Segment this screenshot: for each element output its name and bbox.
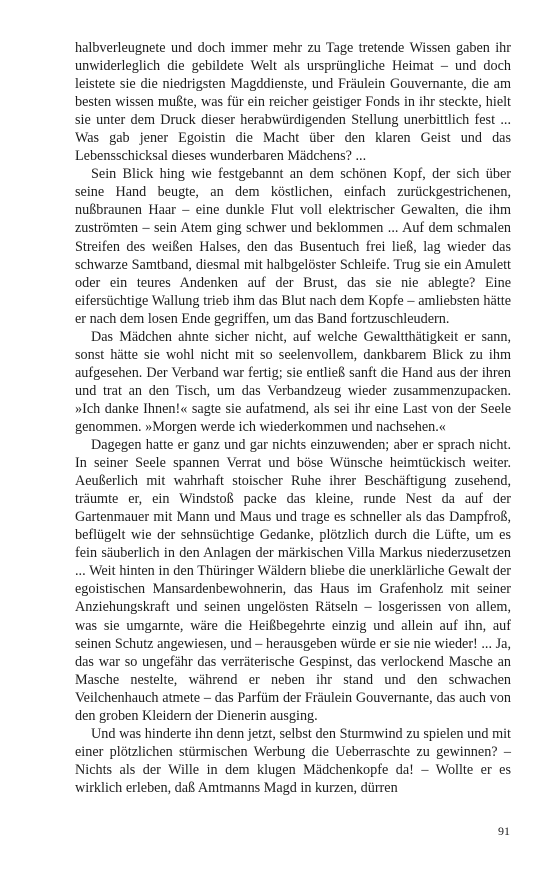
book-page-body <box>75 39 511 797</box>
paragraph-continuation: halbverleugnete und doch immer mehr zu Tage tretende Wissen gaben ihr unwiderleglich die gebildete Welt als ursprüngliche Heimat – und doch leistete sie die niedrigsten Magddienste, und Fräulein Gouvernante, die am besten wissen mußte, was für ein reicher geistiger Fonds in ihr steckte, hielt sie unter dem Druck dieser herabwürdigenden Stellung unerbittlich fest ... Was gab jener Egoistin die Macht über den klaren Geist und das Lebensschicksal dieses wunderbaren Mädchens? ... <box>75 40 511 165</box>
paragraph: Dagegen hatte er ganz und gar nichts einzuwenden; aber er sprach nicht. In seiner Seele spannen Verrat und böse Wünsche heimtückisch weiter. Aeußerlich mit wahrhaft stoischer Ruhe ihrer Beschäftigung zusehend, träumte er, ein Windstoß packe das kleine, runde Nest da auf der Gartenmauer mit Mann und Maus und trage es schneller als das Dampfroß, beflügelt wie der sehnsüchtige Gedanke, plötzlich durch die Lüfte, um es fein säuberlich in den Anlagen der märkischen Villa Markus niederzusetzen ... Weit hinten in den Thüringer Wäldern bliebe die unerklärliche Gewalt der egoistischen Mansardenbewohnerin, das Haus im Grafenholz mit seiner Anziehungskraft und seinen ungelösten Rätseln – losgerissen von allem, was sie umgarnte, wäre die Heißbegehrte einzig und allein auf ihn, auf seinen Schutz angewiesen, und – herausgeben würde er sie nie wieder! ... Ja, das war so ungefähr das verräterische Gespinst, das verlockend Masche an Masche nestelte, während er neben ihr stand und den schwachen Veilchenhauch atmete – das Parfüm der Fräulein Gouvernante, das auch von den groben Kleidern der Dienerin ausging. <box>75 437 511 724</box>
paragraph: Sein Blick hing wie festgebannt an dem schönen Kopf, der sich über seine Hand beugte, an dem köstlichen, einfach zurückgestrichenen, nußbraunen Haar – eine dunkle Flut voll elektrischer Gewalten, die ihm zuströmten – sein Atem ging schwer und beklommen ... Auf dem schmalen Streifen des weißen Halses, den das Busentuch frei ließ, lag wieder das schwarze Samtband, diesmal mit halbgelöster Schleife. Trug sie ein Amulett oder ein teures Andenken auf der Brust, das sie nie ablegte? Eine eifersüchtige Wallung trieb ihm das Blut nach dem Kopfe – amliebsten hätte er nach dem losen Ende gegriffen, um das Band fortzuschleudern. <box>75 166 511 327</box>
page-number: 91 <box>498 824 510 838</box>
paragraph: Und was hinderte ihn denn jetzt, selbst den Sturmwind zu spielen und mit einer plötzlichen stürmischen Werbung die Ueberraschte zu gewinnen? – Nichts als der Wille in dem klugen Mädchenkopfe da! – Wollte er es wirklich erleben, daß Amtmanns Magd in kurzen, dürren <box>75 725 511 796</box>
paragraph: Das Mädchen ahnte sicher nicht, auf welche Gewaltthätigkeit er sann, sonst hätte sie wohl nicht mit so seelenvollem, dankbarem Blick zu ihm aufgesehen. Der Verband war fertig; sie entließ sanft die Hand aus der ihren und trat an den Tisch, um das Verbandzeug wieder zusammenzupacken. »Ich danke Ihnen!« sagte sie aufatmend, als sei ihr eine Last von der Seele genommen. »Morgen werde ich wiederkommen und nachsehen.« <box>75 328 511 435</box>
